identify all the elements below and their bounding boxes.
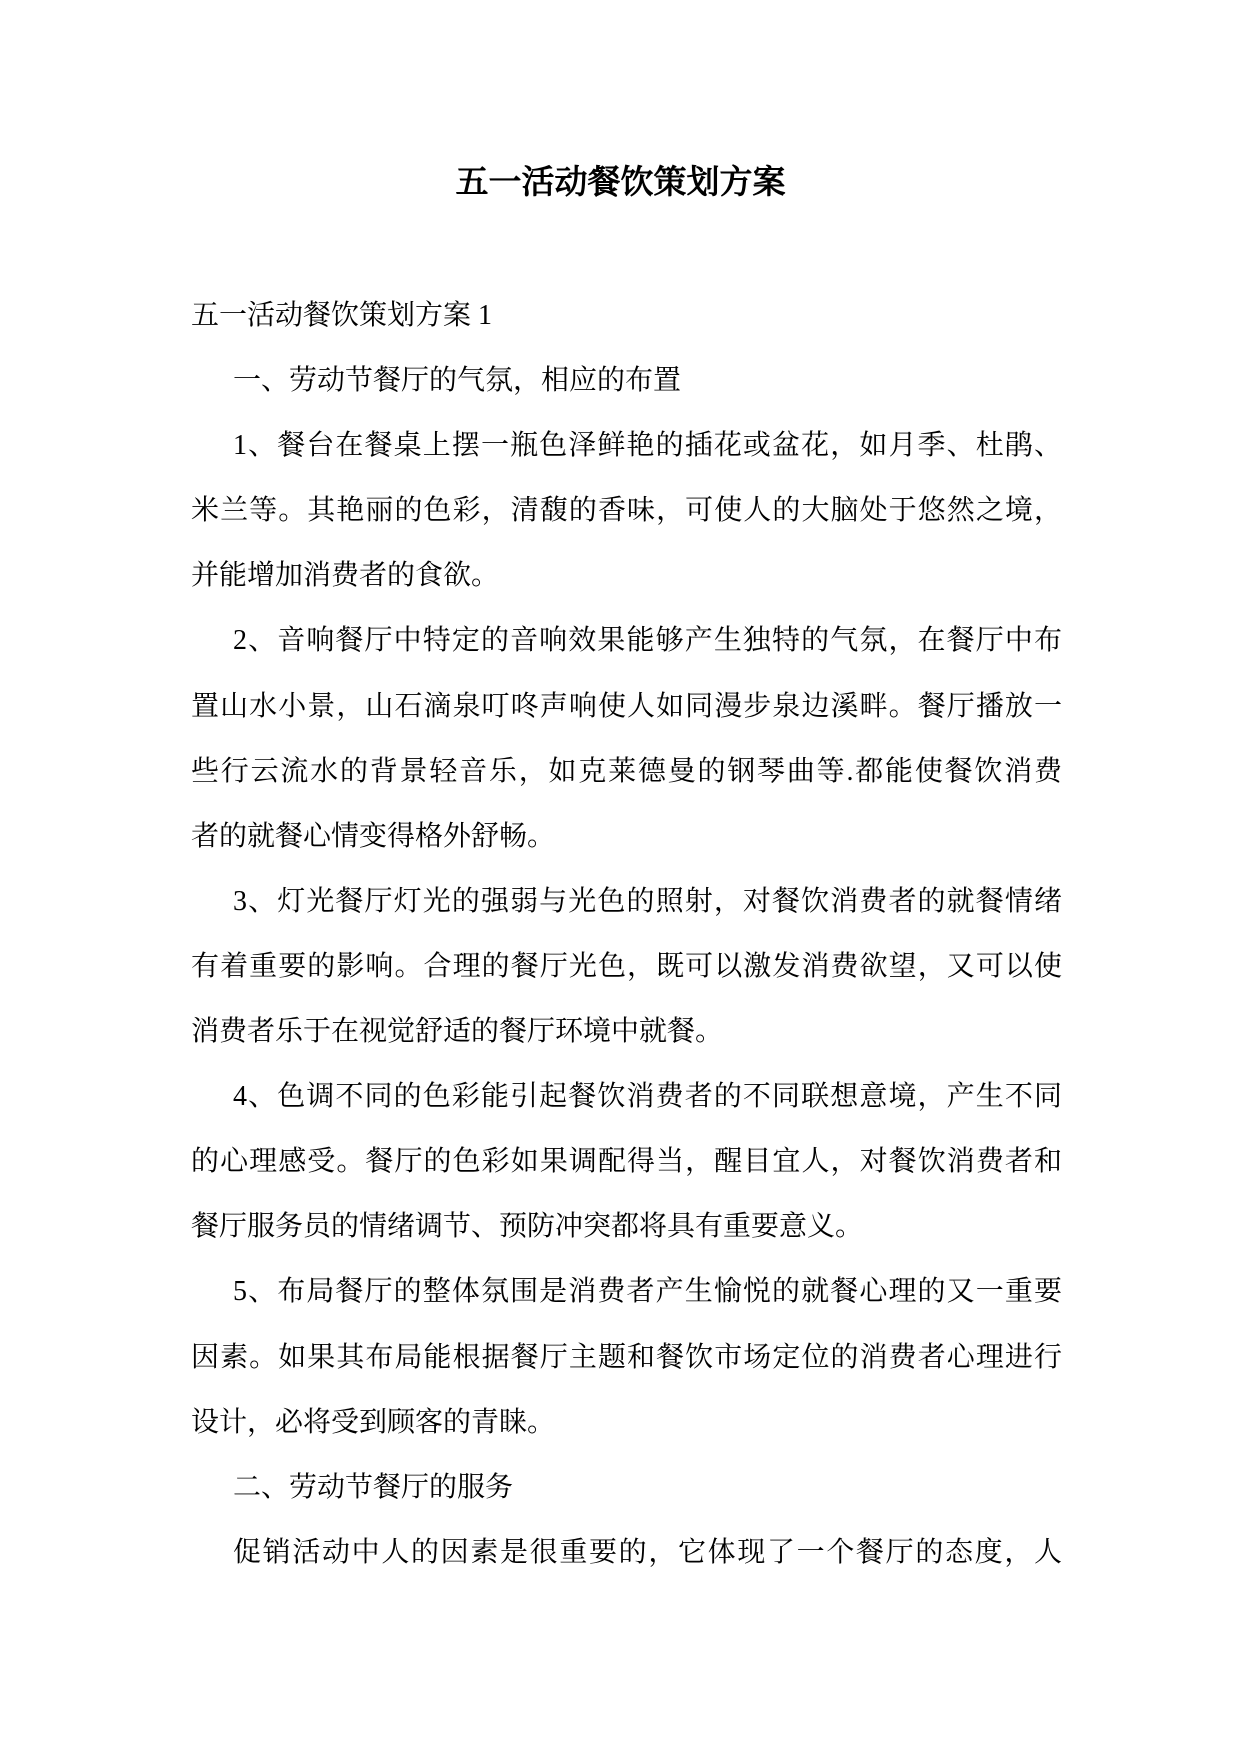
paragraph-line: 2、音响餐厅中特定的音响效果能够产生独特的气氛，在餐厅中布 <box>233 625 1062 657</box>
paragraph <box>191 1455 1062 1520</box>
paragraph-line: 1、餐台在餐桌上摆一瓶色泽鲜艳的插花或盆花，如月季、杜鹃、 <box>233 430 1062 462</box>
paragraph-line: 消费者乐于在视觉舒适的餐厅环境中就餐。 <box>191 1016 724 1048</box>
paragraph-line: 餐厅服务员的情绪调节、预防冲突都将具有重要意义。 <box>191 1211 864 1243</box>
paragraph-line: 些行云流水的背景轻音乐，如克莱德曼的钢琴曲等.都能使餐饮消费 <box>191 755 1062 787</box>
paragraph <box>191 1259 1062 1454</box>
paragraph-line: 有着重要的影响。合理的餐厅光色，既可以激发消费欲望，又可以使 <box>191 950 1062 982</box>
paragraph-line: 5、布局餐厅的整体氛围是消费者产生愉悦的就餐心理的又一重要 <box>233 1276 1062 1308</box>
paragraph <box>191 608 1062 868</box>
paragraph-line: 置山水小景，山石滴泉叮咚声响使人如同漫步泉边溪畔。餐厅播放一 <box>191 690 1062 722</box>
section-heading: 五一活动餐饮策划方案 1 <box>191 300 493 331</box>
paragraph-line: 因素。如果其布局能根据餐厅主题和餐饮市场定位的消费者心理进行 <box>191 1341 1062 1373</box>
paragraph-line: 的心理感受。餐厅的色彩如果调配得当，醒目宜人，对餐饮消费者和 <box>191 1146 1062 1178</box>
paragraph <box>191 348 1062 413</box>
document-title: 五一活动餐饮策划方案 <box>455 165 786 201</box>
paragraph-line: 促销活动中人的因素是很重要的，它体现了一个餐厅的态度，人 <box>233 1536 1062 1568</box>
paragraph <box>191 413 1062 608</box>
paragraph <box>191 1064 1062 1259</box>
paragraph-line: 4、色调不同的色彩能引起餐饮消费者的不同联想意境，产生不同 <box>233 1081 1062 1113</box>
paragraph-line: 米兰等。其艳丽的色彩，清馥的香味，可使人的大脑处于悠然之境， <box>191 495 1062 527</box>
paragraph-line: 者的就餐心情变得格外舒畅。 <box>191 820 556 852</box>
paragraph-line: 设计，必将受到顾客的青睐。 <box>191 1406 556 1438</box>
paragraph <box>191 869 1062 1064</box>
paragraph <box>191 1520 1062 1585</box>
paragraph-line: 3、灯光餐厅灯光的强弱与光色的照射，对餐饮消费者的就餐情绪 <box>233 885 1062 917</box>
paragraph-line: 二、劳动节餐厅的服务 <box>233 1471 514 1503</box>
paragraph-line: 并能增加消费者的食欲。 <box>191 560 500 592</box>
document-body <box>191 283 1062 1585</box>
paragraph-line: 一、劳动节餐厅的气氛，相应的布置 <box>233 365 682 397</box>
